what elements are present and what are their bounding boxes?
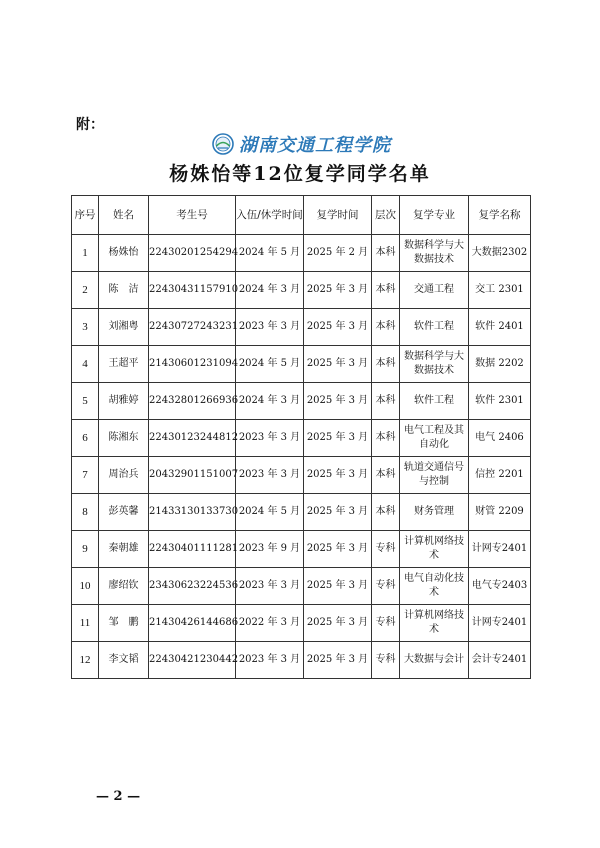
cell-return-date: 2025 年 3 月: [304, 309, 372, 346]
table-row: [72, 309, 531, 346]
cell-major: 轨道交通信号与控制: [400, 457, 469, 494]
cell-return-date: 2025 年 3 月: [304, 568, 372, 605]
col-header-leave-date: 入伍/休学时间: [236, 196, 304, 235]
cell-return-date: 2025 年 3 月: [304, 346, 372, 383]
col-header-return-date: 复学时间: [304, 196, 372, 235]
school-logo-text: 湖南交通工程学院: [239, 135, 391, 156]
cell-exam-id: 22430123244812: [149, 420, 236, 457]
cell-leave-date: 2023 年 3 月: [236, 309, 304, 346]
cell-level: 专科: [372, 605, 400, 642]
cell-class: 数据 2202: [469, 346, 531, 383]
cell-class: 电气 2406: [469, 420, 531, 457]
cell-name: 廖绍钦: [99, 568, 149, 605]
cell-index: 5: [72, 383, 99, 420]
cell-level: 本科: [372, 383, 400, 420]
cell-leave-date: 2023 年 3 月: [236, 568, 304, 605]
cell-level: 本科: [372, 272, 400, 309]
cell-leave-date: 2024 年 3 月: [236, 272, 304, 309]
cell-index: 9: [72, 531, 99, 568]
cell-index: 7: [72, 457, 99, 494]
cell-class: 交工 2301: [469, 272, 531, 309]
col-header-major: 复学专业: [400, 196, 469, 235]
cell-major: 计算机网络技术: [400, 605, 469, 642]
cell-return-date: 2025 年 3 月: [304, 642, 372, 679]
cell-major: 电气工程及其自动化: [400, 420, 469, 457]
cell-exam-id: 21430601231094: [149, 346, 236, 383]
cell-class: 会计专2401: [469, 642, 531, 679]
cell-index: 8: [72, 494, 99, 531]
document-title: 杨姝怡等12位复学同学名单: [169, 163, 431, 185]
cell-name: 陈湘东: [99, 420, 149, 457]
cell-level: 本科: [372, 235, 400, 272]
cell-return-date: 2025 年 3 月: [304, 494, 372, 531]
cell-leave-date: 2023 年 9 月: [236, 531, 304, 568]
cell-class: 财管 2209: [469, 494, 531, 531]
table-row: [72, 420, 531, 457]
cell-leave-date: 2023 年 3 月: [236, 642, 304, 679]
cell-return-date: 2025 年 3 月: [304, 383, 372, 420]
cell-level: 本科: [372, 346, 400, 383]
cell-exam-id: 22430401111281: [149, 531, 236, 568]
cell-return-date: 2025 年 3 月: [304, 272, 372, 309]
cell-index: 10: [72, 568, 99, 605]
cell-name: 彭英馨: [99, 494, 149, 531]
cell-name: 李文韬: [99, 642, 149, 679]
cell-major: 软件工程: [400, 309, 469, 346]
cell-return-date: 2025 年 2 月: [304, 235, 372, 272]
cell-major: 数据科学与大数据技术: [400, 235, 469, 272]
cell-name: 陈 洁: [99, 272, 149, 309]
cell-class: 软件 2301: [469, 383, 531, 420]
cell-name: 刘湘粤: [99, 309, 149, 346]
cell-level: 本科: [372, 494, 400, 531]
cell-class: 计网专2401: [469, 605, 531, 642]
attachment-label: 附：: [76, 117, 104, 133]
cell-exam-id: 20432901151007: [149, 457, 236, 494]
cell-return-date: 2025 年 3 月: [304, 531, 372, 568]
cell-leave-date: 2023 年 3 月: [236, 420, 304, 457]
table-row: [72, 235, 531, 272]
table-row: [72, 531, 531, 568]
table-row: [72, 605, 531, 642]
cell-major: 数据科学与大数据技术: [400, 346, 469, 383]
cell-index: 1: [72, 235, 99, 272]
cell-leave-date: 2023 年 3 月: [236, 457, 304, 494]
cell-level: 专科: [372, 642, 400, 679]
cell-exam-id: 22430421230442: [149, 642, 236, 679]
table-row: [72, 642, 531, 679]
cell-leave-date: 2022 年 3 月: [236, 605, 304, 642]
col-header-index: 序号: [72, 196, 99, 235]
cell-name: 王超平: [99, 346, 149, 383]
cell-major: 大数据与会计: [400, 642, 469, 679]
cell-class: 计网专2401: [469, 531, 531, 568]
cell-major: 计算机网络技术: [400, 531, 469, 568]
table-row: [72, 494, 531, 531]
cell-name: 周治兵: [99, 457, 149, 494]
cell-name: 杨姝怡: [99, 235, 149, 272]
cell-exam-id: 22430201254294: [149, 235, 236, 272]
cell-exam-id: 22432801266936: [149, 383, 236, 420]
cell-name: 邹 鹏: [99, 605, 149, 642]
cell-leave-date: 2024 年 3 月: [236, 383, 304, 420]
table-header-row: [72, 196, 531, 235]
cell-index: 12: [72, 642, 99, 679]
col-header-name: 姓名: [99, 196, 149, 235]
table-row: [72, 568, 531, 605]
cell-major: 软件工程: [400, 383, 469, 420]
cell-return-date: 2025 年 3 月: [304, 420, 372, 457]
cell-class: 信控 2201: [469, 457, 531, 494]
table-row: [72, 383, 531, 420]
cell-name: 秦朝雄: [99, 531, 149, 568]
cell-level: 本科: [372, 420, 400, 457]
cell-exam-id: 21430426144686: [149, 605, 236, 642]
cell-leave-date: 2024 年 5 月: [236, 346, 304, 383]
cell-return-date: 2025 年 3 月: [304, 605, 372, 642]
cell-level: 本科: [372, 457, 400, 494]
cell-exam-id: 22430727243231: [149, 309, 236, 346]
cell-class: 软件 2401: [469, 309, 531, 346]
cell-index: 2: [72, 272, 99, 309]
cell-level: 本科: [372, 309, 400, 346]
cell-level: 专科: [372, 531, 400, 568]
student-list-table: [71, 195, 531, 679]
cell-exam-id: 23430623224536: [149, 568, 236, 605]
school-emblem-icon: [212, 133, 234, 155]
col-header-exam-id: 考生号: [149, 196, 236, 235]
cell-index: 6: [72, 420, 99, 457]
cell-index: 4: [72, 346, 99, 383]
cell-class: 大数据2302: [469, 235, 531, 272]
cell-exam-id: 21433130133730: [149, 494, 236, 531]
col-header-level: 层次: [372, 196, 400, 235]
cell-major: 交通工程: [400, 272, 469, 309]
cell-major: 财务管理: [400, 494, 469, 531]
cell-major: 电气自动化技术: [400, 568, 469, 605]
cell-leave-date: 2024 年 5 月: [236, 235, 304, 272]
cell-name: 胡雅婷: [99, 383, 149, 420]
table-row: [72, 272, 531, 309]
cell-index: 11: [72, 605, 99, 642]
cell-index: 3: [72, 309, 99, 346]
cell-class: 电气专2403: [469, 568, 531, 605]
col-header-class: 复学名称: [469, 196, 531, 235]
page-number: — 2 —: [96, 789, 141, 804]
cell-return-date: 2025 年 3 月: [304, 457, 372, 494]
table-row: [72, 346, 531, 383]
school-logo: [212, 131, 391, 157]
cell-level: 专科: [372, 568, 400, 605]
table-row: [72, 457, 531, 494]
cell-exam-id: 22430431157910: [149, 272, 236, 309]
cell-leave-date: 2024 年 5 月: [236, 494, 304, 531]
